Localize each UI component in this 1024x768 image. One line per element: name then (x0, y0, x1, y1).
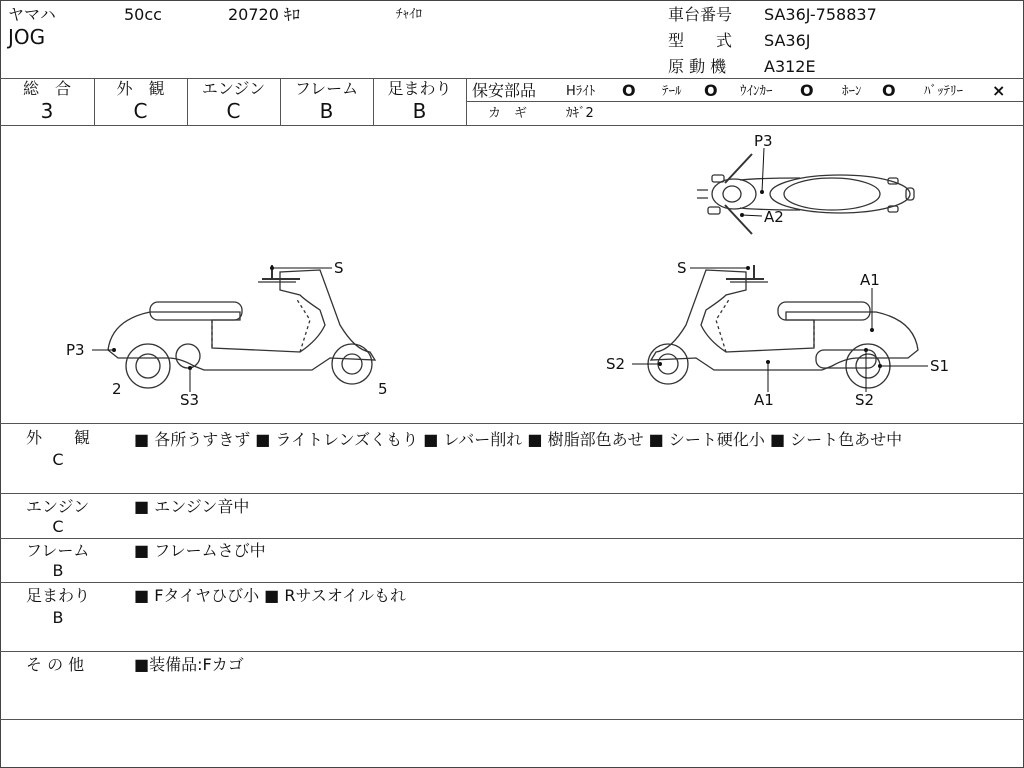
safety-item-battery: ﾊﾞｯﾃﾘｰ (924, 84, 963, 99)
score-exterior-value: C (133, 99, 148, 123)
label-left-2: 2 (112, 380, 122, 398)
note-category-engine: エンジン (26, 497, 90, 516)
divider (0, 423, 1024, 424)
divider (0, 493, 1024, 494)
label-right-s2-bottom: S2 (855, 391, 875, 409)
safety-item-winker: ｳｲﾝｶｰ (740, 84, 773, 99)
label-right-s1: S1 (930, 357, 950, 375)
label-right-a1-top: A1 (860, 271, 880, 289)
label-left-s: S (334, 259, 344, 277)
key-label: カ ギ (488, 106, 528, 121)
score-engine-value: C (226, 99, 241, 123)
note-text-other: ■装備品:Fカゴ (134, 655, 244, 674)
divider (0, 719, 1024, 720)
note-text-exterior: ■ 各所うすきず ■ ライトレンズくもり ■ レバー削れ ■ 樹脂部色あせ ■ シート硬化小 ■ シート色あせ中 (134, 430, 903, 449)
label-left-s3: S3 (180, 391, 200, 409)
safety-item-headlight: Hﾗｲﾄ (566, 84, 596, 99)
engine-label: 原 動 機 (668, 57, 727, 76)
divider (0, 582, 1024, 583)
note-grade-engine: C (52, 517, 64, 536)
score-frame-label: フレーム (294, 79, 359, 98)
key-value: ｶｷﾞ2 (566, 106, 594, 121)
safety-mark-winker: O (800, 81, 814, 100)
frame-no-value: SA36J-758837 (764, 5, 877, 24)
label-top-p3: P3 (754, 132, 773, 150)
model-name: JOG (8, 25, 46, 49)
color-text: ﾁｬｲﾛ (396, 7, 422, 22)
mileage-text: 20720 ｷﾛ (228, 5, 300, 24)
displacement-text: 50cc (124, 5, 162, 24)
scooter-diagrams (0, 126, 1024, 423)
score-total-label: 総 合 (22, 79, 71, 98)
score-suspension-value: B (412, 99, 427, 123)
score-engine-label: エンジン (201, 79, 266, 98)
type-value: SA36J (764, 31, 811, 50)
type-label: 型 式 (668, 31, 733, 50)
label-right-a1-bottom: A1 (754, 391, 774, 409)
note-text-suspension: ■ Fタイヤひび小 ■ Rサスオイルもれ (134, 586, 407, 605)
scooter-left-view (108, 265, 375, 388)
label-top-a2: A2 (764, 208, 784, 226)
safety-label: 保安部品 (472, 81, 537, 100)
divider (0, 538, 1024, 539)
note-grade-exterior: C (52, 450, 64, 469)
divider (0, 651, 1024, 652)
note-grade-suspension: B (52, 608, 64, 627)
frame-no-label: 車台番号 (668, 5, 733, 24)
scooter-top-view (697, 154, 914, 234)
score-frame-value: B (319, 99, 334, 123)
label-right-s: S (677, 259, 687, 277)
note-category-frame: フレーム (26, 541, 90, 560)
label-left-p3: P3 (66, 341, 85, 359)
label-left-5: 5 (378, 380, 388, 398)
safety-mark-headlight: O (622, 81, 636, 100)
safety-mark-horn: O (882, 81, 896, 100)
note-grade-frame: B (52, 561, 64, 580)
safety-mark-tail: O (704, 81, 718, 100)
score-exterior-label: 外 観 (116, 79, 165, 98)
label-right-s2-left: S2 (606, 355, 626, 373)
score-total-value: 3 (40, 99, 54, 123)
note-category-suspension: 足まわり (26, 586, 91, 605)
note-category-exterior: 外 観 (26, 428, 91, 447)
note-text-engine: ■ エンジン音中 (134, 497, 250, 516)
engine-value: A312E (764, 57, 816, 76)
safety-item-tail: ﾃｰﾙ (662, 84, 682, 99)
leader-lines (92, 148, 928, 392)
note-text-frame: ■ フレームさび中 (134, 541, 266, 560)
safety-mark-battery: × (992, 81, 1006, 100)
divider (466, 101, 1023, 102)
note-category-other: そ の 他 (26, 655, 85, 674)
safety-item-horn: ﾎｰﾝ (842, 84, 862, 99)
score-suspension-label: 足まわり (387, 79, 452, 98)
maker-text: ヤマハ (8, 5, 56, 24)
